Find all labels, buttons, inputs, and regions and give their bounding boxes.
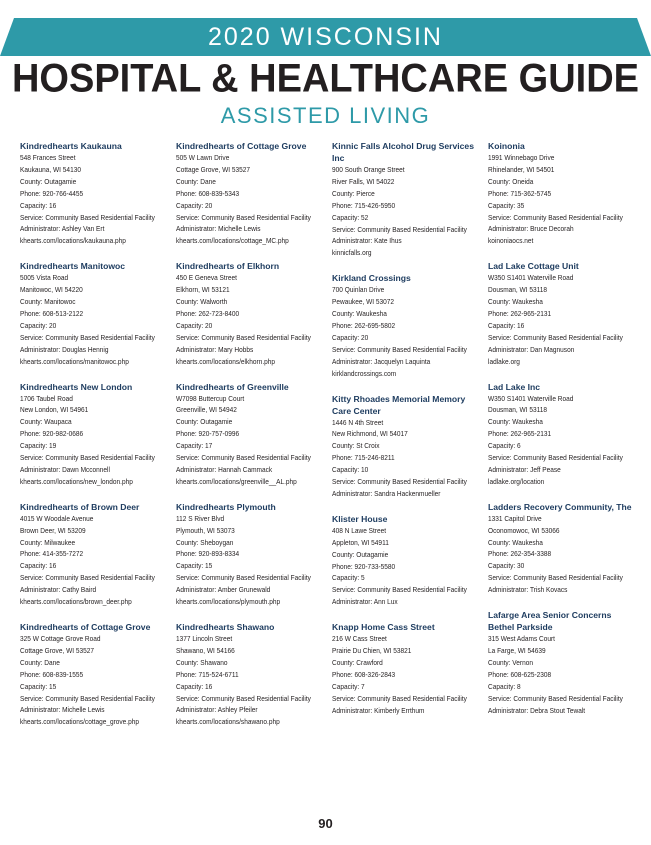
facility-detail-line: Service: Community Based Residential Facility	[488, 574, 623, 583]
facility-entry	[20, 501, 172, 609]
facility-detail-line: County: Waukesha	[332, 310, 387, 319]
facility-detail-line: County: Dane	[20, 658, 60, 667]
facility-detail-line: Administrator: Ashley Pfeiler	[176, 706, 258, 715]
facility-detail-line: Capacity: 10	[332, 466, 369, 475]
facility-detail-line: 408 N Lawe Street	[332, 526, 387, 535]
facility-entry	[488, 609, 640, 717]
facility-name: Kinnic Falls Alcohol Drug Services Inc	[332, 141, 474, 163]
facility-detail-line[interactable]: khearts.com/locations/shawano.php	[176, 718, 280, 727]
facility-detail-line: Administrator: Dan Magnuson	[488, 345, 575, 354]
page-title: HOSPITAL & HEALTHCARE GUIDE	[11, 56, 640, 102]
facility-detail-line: Administrator: Bruce Decorah	[488, 225, 574, 234]
facility-detail-line: Cottage Grove, WI 53527	[20, 646, 95, 655]
facility-detail-line: Capacity: 19	[20, 442, 57, 451]
facility-detail-line: Dousman, WI 53118	[488, 286, 548, 295]
facility-entry	[332, 393, 484, 501]
facility-detail-line[interactable]: khearts.com/locations/new_london.php	[20, 477, 133, 486]
facility-detail-line: 548 Frances Street	[20, 154, 76, 162]
facility-name: Kindredhearts Plymouth	[176, 501, 276, 512]
facility-detail-line: Capacity: 8	[488, 682, 521, 691]
facility-detail-line: Service: Community Based Residential Facility	[20, 694, 155, 703]
facility-detail-line: Capacity: 16	[488, 321, 525, 330]
facility-detail-line: 4015 W Woodale Avenue	[20, 514, 94, 523]
facility-entry	[20, 260, 172, 368]
facility-name: Lad Lake Cottage Unit	[488, 261, 579, 272]
facility-entry	[20, 621, 172, 729]
facility-entry	[176, 621, 328, 729]
facility-detail-line: Administrator: Kimberly Errthum	[332, 706, 425, 715]
facility-detail-line: Appleton, WI 54911	[332, 538, 389, 547]
facility-detail-line: W350 S1401 Waterville Road	[488, 274, 574, 283]
facility-detail-line: La Farge, WI 54639	[488, 647, 546, 655]
facility-detail-line: Phone: 920-982-0686	[20, 430, 84, 439]
facility-detail-line: Phone: 608-839-5343	[176, 189, 240, 198]
facility-detail-line: County: Walworth	[176, 298, 228, 307]
facility-detail-line: Administrator: Michelle Lewis	[176, 225, 261, 234]
facility-detail-line: Capacity: 16	[176, 682, 213, 691]
facility-detail-line: Service: Community Based Residential Facility	[488, 333, 623, 342]
facility-detail-line[interactable]: khearts.com/locations/greenville__AL.php	[176, 477, 297, 486]
facility-detail-line[interactable]: ladlake.org/location	[488, 477, 545, 486]
facility-detail-line: Capacity: 17	[176, 442, 213, 451]
facility-detail-line: Administrator: Trish Kovacs	[488, 586, 568, 595]
facility-detail-line: 5005 Vista Road	[20, 274, 69, 283]
facility-entry	[20, 381, 172, 489]
facility-detail-line: Administrator: Jeff Pease	[488, 465, 561, 474]
facility-detail-line: 1331 Capitol Drive	[488, 514, 542, 523]
listing-column-4	[488, 140, 640, 729]
facility-entry	[176, 140, 328, 248]
facility-detail-line[interactable]: kinnicfalls.org	[332, 249, 372, 258]
facility-entry	[488, 260, 640, 368]
facility-detail-line: Capacity: 16	[20, 201, 57, 210]
facility-detail-line: Capacity: 20	[176, 201, 213, 210]
facility-detail-line: Capacity: 15	[20, 682, 57, 691]
facility-detail-line[interactable]: khearts.com/locations/kaukauna.php	[20, 237, 126, 246]
facility-detail-line: Rhinelander, WI 54501	[488, 165, 555, 174]
facility-detail-line: Phone: 262-965-2131	[488, 430, 552, 439]
facility-detail-line: 505 W Lawn Drive	[176, 154, 230, 162]
facility-detail-line: Service: Community Based Residential Facility	[488, 694, 623, 703]
facility-detail-line: County: Outagamie	[20, 177, 77, 186]
facility-detail-line: 1706 Taubel Road	[20, 394, 73, 403]
facility-detail-line: County: Waukesha	[488, 298, 543, 307]
facility-detail-line: County: Waupaca	[20, 418, 72, 427]
facility-detail-line: Phone: 920-893-8334	[176, 550, 240, 559]
facility-entry	[332, 272, 484, 380]
facility-name: Kindredhearts Kaukauna	[20, 141, 122, 151]
facility-detail-line: Phone: 608-326-2843	[332, 670, 396, 679]
header-banner	[0, 18, 651, 56]
facility-detail-line: Capacity: 15	[176, 562, 213, 571]
facility-detail-line: Capacity: 20	[176, 321, 213, 330]
facility-detail-line: Service: Community Based Residential Facility	[332, 586, 467, 595]
facility-detail-line: County: Manitowoc	[20, 298, 76, 307]
listing-column-3	[332, 140, 484, 730]
facility-detail-line: Brown Deer, WI 53209	[20, 526, 86, 535]
facility-entry	[176, 260, 328, 368]
facility-detail-line: Prairie Du Chien, WI 53821	[332, 647, 412, 656]
facility-entry	[176, 501, 328, 609]
facility-detail-line: New London, WI 54961	[20, 406, 89, 415]
facility-detail-line: Administrator: Kate Ihus	[332, 237, 402, 246]
facility-detail-line: Administrator: Ashley Van Ert	[20, 225, 105, 234]
facility-detail-line: Dousman, WI 53118	[488, 406, 548, 415]
facility-detail-line: 900 South Orange Street	[332, 166, 405, 174]
facility-detail-line: Greenville, WI 54942	[176, 406, 237, 415]
facility-name: Lad Lake Inc	[488, 381, 541, 392]
facility-detail-line: Administrator: Cathy Baird	[20, 586, 97, 595]
facility-detail-line: Phone: 715-524-6711	[176, 670, 239, 679]
facility-name: Kindredhearts of Greenville	[176, 381, 289, 392]
facility-entry	[176, 381, 328, 489]
facility-name: Kindredhearts of Elkhorn	[176, 261, 280, 272]
facility-detail-line: River Falls, WI 54022	[332, 177, 395, 186]
facility-detail-line: Service: Community Based Residential Facility	[332, 225, 467, 234]
facility-entry	[332, 621, 484, 717]
facility-detail-line: Phone: 920-757-0996	[176, 430, 240, 439]
facility-detail-line: Manitowoc, WI 54220	[20, 286, 83, 295]
facility-detail-line: Administrator: Amber Grunewald	[176, 586, 271, 595]
facility-detail-line: Administrator: Ann Lux	[332, 598, 398, 607]
facility-detail-line: Phone: 608-625-2308	[488, 670, 552, 679]
facility-detail-line: Service: Community Based Residential Facility	[20, 333, 155, 342]
facility-name: Ladders Recovery Community, The	[488, 501, 632, 512]
facility-detail-line: Service: Community Based Residential Facility	[20, 213, 155, 222]
facility-detail-line: County: St Croix	[332, 442, 380, 451]
facility-detail-line[interactable]: khearts.com/locations/elkhorn.php	[176, 357, 276, 366]
facility-detail-line: Shawano, WI 54166	[176, 646, 235, 655]
facility-detail-line: Pewaukee, WI 53072	[332, 298, 395, 307]
facility-detail-line: Capacity: 20	[332, 333, 369, 342]
facility-name: Lafarge Area Senior Concerns Bethel Parkside	[488, 610, 612, 633]
facility-detail-line: Capacity: 7	[332, 682, 365, 691]
facility-detail-line: Administrator: Mary Hobbs	[176, 345, 254, 354]
facility-detail-line: W350 S1401 Waterville Road	[488, 394, 574, 403]
facility-detail-line: Service: Community Based Residential Facility	[20, 454, 155, 463]
facility-detail-line: Service: Community Based Residential Facility	[488, 454, 623, 463]
facility-detail-line: 700 Quinlan Drive	[332, 286, 385, 295]
facility-name: Klister House	[332, 513, 388, 524]
facility-detail-line: Phone: 608-839-1555	[20, 670, 84, 679]
facility-name: Koinonia	[488, 141, 525, 151]
facility-detail-line: 315 West Adams Court	[488, 635, 555, 644]
facility-detail-line: W7098 Buttercup Court	[176, 394, 245, 403]
facility-detail-line: County: Shawano	[176, 658, 228, 667]
facility-detail-line: 216 W Cass Street	[332, 635, 387, 644]
facility-entry	[20, 140, 172, 248]
facility-detail-line: Service: Community Based Residential Facility	[332, 345, 467, 354]
facility-name: Kindredhearts of Cottage Grove	[20, 622, 151, 632]
facility-name: Kirkland Crossings	[332, 273, 411, 284]
facility-detail-line: Phone: 715-426-5950	[332, 201, 396, 210]
facility-detail-line: Elkhorn, WI 53121	[176, 286, 230, 295]
facility-detail-line: County: Vernon	[488, 658, 533, 667]
facility-detail-line: Service: Community Based Residential Facility	[332, 694, 467, 703]
facility-detail-line[interactable]: ladlake.org	[488, 357, 520, 366]
facility-detail-line: Phone: 262-354-3388	[488, 550, 552, 559]
facility-detail-line: Capacity: 16	[20, 562, 57, 571]
facility-detail-line: County: Outagamie	[332, 550, 389, 559]
facility-detail-line: 112 S River Blvd	[176, 514, 225, 523]
facility-detail-line[interactable]: koinoniaocs.net	[488, 237, 534, 246]
facility-detail-line: Service: Community Based Residential Facility	[20, 574, 155, 583]
facility-detail-line: Administrator: Sandra Hackenmueller	[332, 489, 441, 498]
facility-detail-line: Phone: 715-246-8211	[332, 454, 395, 463]
facility-entry	[488, 501, 640, 597]
facility-detail-line: Administrator: Jacquelyn Laquinta	[332, 357, 431, 366]
facility-name: Kindredhearts Manitowoc	[20, 261, 126, 272]
facility-entry	[488, 381, 640, 489]
facility-detail-line: Capacity: 20	[20, 321, 57, 330]
facility-detail-line: Capacity: 5	[332, 574, 365, 583]
facility-detail-line: Service: Community Based Residential Facility	[176, 574, 311, 583]
facility-detail-line: Administrator: Dawn Mcconnell	[20, 465, 110, 474]
facility-detail-line: County: Sheboygan	[176, 538, 234, 547]
facility-name: Kindredhearts Shawano	[176, 622, 275, 632]
facility-detail-line: Oconomowoc, WI 53066	[488, 526, 560, 535]
facility-name: Knapp Home Cass Street	[332, 622, 435, 633]
facility-detail-line: Administrator: Hannah Cammack	[176, 465, 273, 474]
facility-detail-line: Service: Community Based Residential Facility	[176, 454, 311, 463]
facility-detail-line: Service: Community Based Residential Facility	[488, 213, 623, 222]
facility-detail-line: Administrator: Michelle Lewis	[20, 706, 105, 715]
facility-entry	[332, 140, 484, 260]
facility-detail-line: 450 E Geneva Street	[176, 274, 237, 283]
facility-detail-line: Administrator: Douglas Hennig	[20, 345, 109, 354]
facility-detail-line: Phone: 920-733-5580	[332, 562, 396, 571]
facility-detail-line: Phone: 715-362-5745	[488, 189, 552, 198]
facility-name: Kindredhearts of Cottage Grove	[176, 141, 307, 151]
listing-column-1	[20, 140, 172, 741]
facility-detail-line: Capacity: 6	[488, 442, 521, 451]
section-subtitle: ASSISTED LIVING	[220, 103, 431, 128]
facility-detail-line: Service: Community Based Residential Facility	[176, 694, 311, 703]
facility-detail-line[interactable]: khearts.com/locations/brown_deer.php	[20, 598, 132, 607]
facility-detail-line: 325 W Cottage Grove Road	[20, 635, 101, 643]
facility-detail-line: County: Outagamie	[176, 418, 233, 427]
facility-detail-line: Capacity: 35	[488, 201, 525, 210]
facility-detail-line: 1446 N 4th Street	[332, 418, 384, 427]
facility-detail-line: 1991 Winnebago Drive	[488, 154, 555, 162]
facility-detail-line: County: Waukesha	[488, 418, 543, 427]
facility-name: Kindredhearts of Brown Deer	[20, 501, 140, 512]
facility-detail-line[interactable]: kirklandcrossings.com	[332, 369, 397, 378]
facility-detail-line: Capacity: 52	[332, 213, 369, 222]
facility-detail-line: Service: Community Based Residential Facility	[332, 478, 467, 487]
facility-detail-line: Cottage Grove, WI 53527	[176, 165, 251, 174]
facility-detail-line: Phone: 262-695-5802	[332, 321, 396, 330]
facility-name: Kitty Rhoades Memorial Memory Care Center	[332, 393, 466, 416]
facility-name: Kindredhearts New London	[20, 381, 133, 392]
listing-column-2	[176, 140, 328, 741]
facility-detail-line: County: Dane	[176, 177, 216, 186]
facility-detail-line: County: Waukesha	[488, 538, 543, 547]
facility-detail-line: Phone: 262-723-8400	[176, 309, 240, 318]
facility-entry	[332, 513, 484, 609]
page-number: 90	[318, 816, 333, 831]
facility-detail-line: Administrator: Debra Stout Tewalt	[488, 706, 586, 715]
facility-detail-line: Plymouth, WI 53073	[176, 526, 235, 535]
facility-detail-line: Phone: 414-355-7272	[20, 550, 84, 559]
facility-detail-line: County: Oneida	[488, 177, 534, 186]
facility-detail-line: Phone: 262-965-2131	[488, 309, 552, 318]
facility-detail-line: 1377 Lincoln Street	[176, 635, 233, 643]
facility-detail-line: Kaukauna, WI 54130	[20, 165, 81, 174]
facility-detail-line: Service: Community Based Residential Facility	[176, 333, 311, 342]
facility-detail-line: Service: Community Based Residential Facility	[176, 213, 311, 222]
facility-detail-line: New Richmond, WI 54017	[332, 430, 408, 439]
facility-detail-line: Capacity: 30	[488, 562, 525, 571]
facility-detail-line[interactable]: khearts.com/locations/manitowoc.php	[20, 357, 129, 366]
facility-detail-line: County: Pierce	[332, 189, 375, 198]
facility-detail-line: County: Crawford	[332, 659, 383, 667]
facility-detail-line[interactable]: khearts.com/locations/cottage_grove.php	[20, 718, 139, 727]
facility-detail-line: County: Milwaukee	[20, 538, 76, 547]
facility-detail-line: Phone: 608-513-2122	[20, 309, 84, 318]
facility-entry	[488, 140, 640, 248]
facility-detail-line: Phone: 920-766-4455	[20, 189, 84, 198]
facility-detail-line[interactable]: khearts.com/locations/cottage_MC.php	[176, 237, 289, 246]
facility-detail-line[interactable]: khearts.com/locations/plymouth.php	[176, 598, 281, 607]
banner-title: 2020 WISCONSIN	[207, 23, 443, 51]
